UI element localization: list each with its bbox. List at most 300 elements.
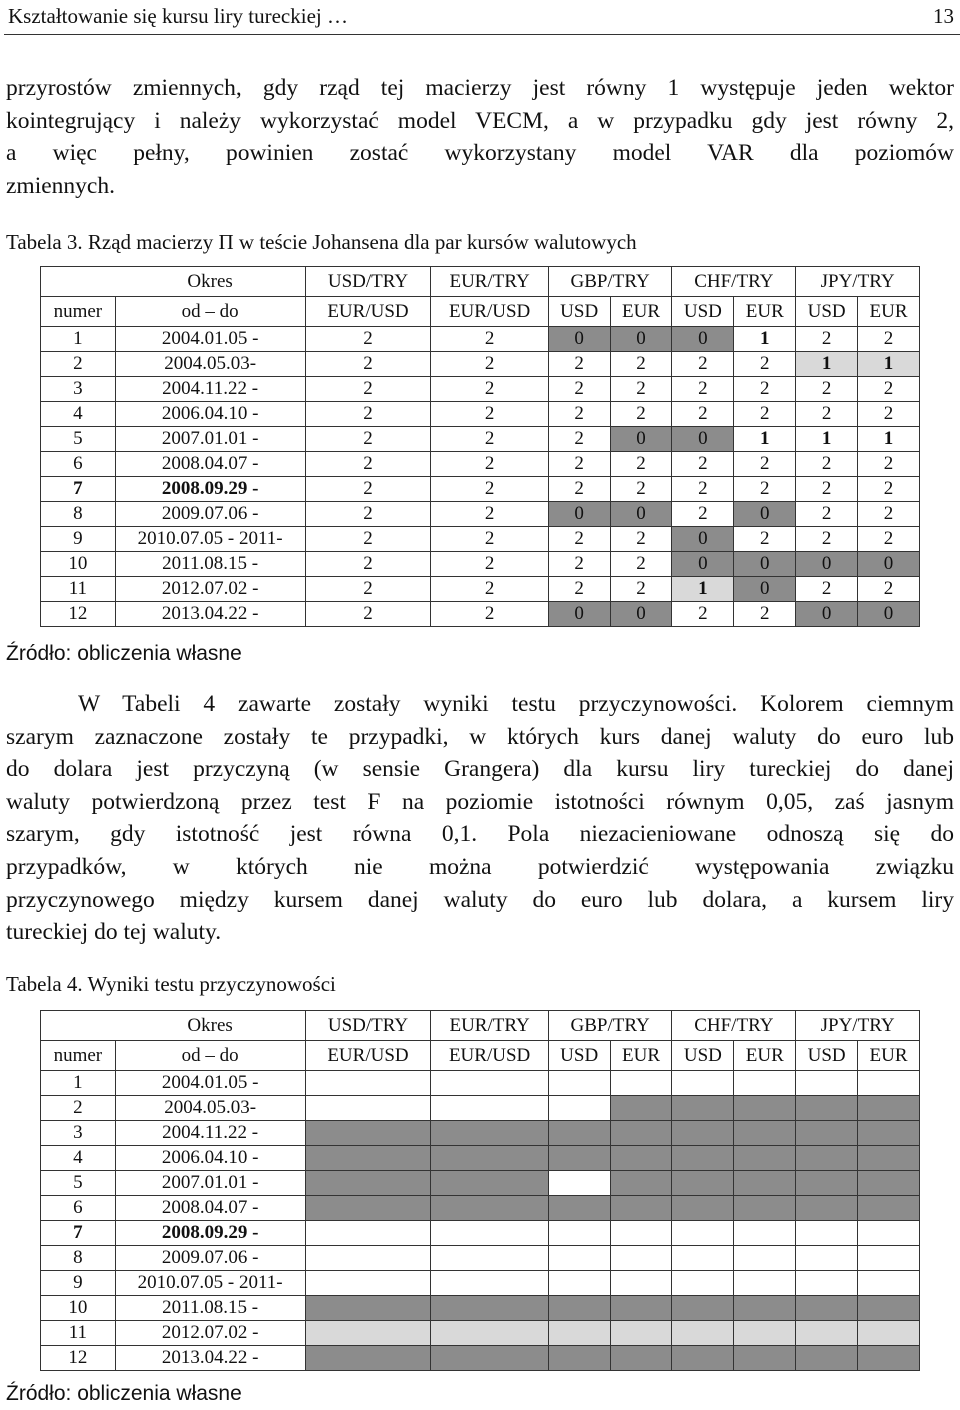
column-subheader: USD [672, 1041, 734, 1071]
column-subheader: EUR/USD [305, 297, 431, 327]
value-cell: 2 [548, 377, 610, 402]
table-row [41, 1271, 920, 1296]
result-cell [548, 1171, 610, 1196]
result-cell [734, 1346, 796, 1371]
value-cell: 0 [734, 577, 796, 602]
result-cell [431, 1096, 548, 1121]
value-cell: 2 [672, 352, 734, 377]
value-cell: 2 [431, 477, 548, 502]
column-header: EUR/TRY [431, 267, 548, 297]
row-period: 2007.01.01 - [115, 1171, 305, 1196]
table-row [41, 1096, 920, 1121]
value-cell: 2 [734, 377, 796, 402]
column-header: CHF/TRY [672, 267, 796, 297]
value-cell: 2 [548, 427, 610, 452]
result-cell [431, 1321, 548, 1346]
value-cell: 0 [796, 602, 858, 627]
result-cell [734, 1196, 796, 1221]
row-number: 5 [41, 427, 116, 452]
result-cell [610, 1321, 672, 1346]
row-period: 2004.11.22 - [115, 377, 305, 402]
result-cell [734, 1321, 796, 1346]
table-row [41, 1296, 920, 1321]
text-line: przyczynowego między kursem danej waluty do euro lub dolara, a kursem liry [6, 886, 954, 913]
result-cell [610, 1146, 672, 1171]
value-cell: 2 [858, 502, 920, 527]
row-number: 3 [41, 377, 116, 402]
text-line: przypadków, w których nie można potwierdzić występowania związku [6, 853, 954, 880]
result-cell [431, 1221, 548, 1246]
result-cell [796, 1121, 858, 1146]
text-line: do dolara jest przyczyną (w sensie Grangera) dla kursu liry tureckiej do danej [6, 756, 954, 783]
result-cell [431, 1346, 548, 1371]
result-cell [431, 1071, 548, 1096]
value-cell: 2 [548, 402, 610, 427]
result-cell [734, 1296, 796, 1321]
column-header [41, 1011, 116, 1041]
table-row [41, 1121, 920, 1146]
table-row [41, 577, 920, 602]
table-row [41, 452, 920, 477]
value-cell: 0 [610, 327, 672, 352]
table-4 [40, 1010, 920, 1371]
value-cell: 2 [305, 527, 431, 552]
column-subheader: od – do [115, 297, 305, 327]
result-cell [431, 1271, 548, 1296]
value-cell: 0 [672, 327, 734, 352]
row-number: 6 [41, 1196, 116, 1221]
column-subheader: od – do [115, 1041, 305, 1071]
value-cell: 2 [672, 452, 734, 477]
row-number: 9 [41, 527, 116, 552]
row-period: 2008.09.29 - [115, 477, 305, 502]
value-cell: 2 [672, 477, 734, 502]
result-cell [431, 1246, 548, 1271]
result-cell [672, 1271, 734, 1296]
column-subheader: USD [672, 297, 734, 327]
table-row [41, 1346, 920, 1371]
value-cell: 2 [431, 452, 548, 477]
table-row [41, 1321, 920, 1346]
table-row [41, 477, 920, 502]
table3-caption: Tabela 3. Rząd macierzy Π w teście Johansena dla par kursów walutowych [6, 230, 637, 254]
row-period: 2004.11.22 - [115, 1121, 305, 1146]
column-subheader: numer [41, 297, 116, 327]
result-cell [858, 1096, 920, 1121]
result-cell [305, 1146, 431, 1171]
result-cell [548, 1096, 610, 1121]
row-period: 2004.05.03- [115, 1096, 305, 1121]
result-cell [610, 1271, 672, 1296]
value-cell: 2 [305, 377, 431, 402]
row-number: 5 [41, 1171, 116, 1196]
value-cell: 2 [858, 327, 920, 352]
value-cell: 0 [734, 502, 796, 527]
running-title: Kształtowanie się kursu liry tureckiej … [8, 4, 348, 28]
body-paragraph [6, 688, 954, 949]
row-number: 2 [41, 1096, 116, 1121]
result-cell [672, 1321, 734, 1346]
column-header: GBP/TRY [548, 267, 672, 297]
result-cell [734, 1071, 796, 1096]
value-cell: 2 [858, 377, 920, 402]
value-cell: 2 [858, 477, 920, 502]
result-cell [431, 1196, 548, 1221]
value-cell: 2 [431, 377, 548, 402]
table-row [41, 502, 920, 527]
table-row [41, 1246, 920, 1271]
result-cell [858, 1121, 920, 1146]
value-cell: 2 [610, 577, 672, 602]
row-number: 3 [41, 1121, 116, 1146]
result-cell [858, 1146, 920, 1171]
result-cell [734, 1271, 796, 1296]
row-period: 2013.04.22 - [115, 602, 305, 627]
value-cell: 2 [305, 452, 431, 477]
column-header: CHF/TRY [672, 1011, 796, 1041]
result-cell [796, 1196, 858, 1221]
column-header: USD/TRY [305, 1011, 431, 1041]
row-period: 2012.07.02 - [115, 1321, 305, 1346]
value-cell: 0 [796, 552, 858, 577]
value-cell: 2 [672, 602, 734, 627]
result-cell [305, 1196, 431, 1221]
row-period: 2008.09.29 - [115, 1221, 305, 1246]
result-cell [548, 1246, 610, 1271]
result-cell [548, 1121, 610, 1146]
column-subheader: EUR [610, 1041, 672, 1071]
table-row [41, 527, 920, 552]
column-subheader: EUR/USD [305, 1041, 431, 1071]
subheader-row [41, 1041, 920, 1071]
value-cell: 2 [431, 427, 548, 452]
result-cell [858, 1171, 920, 1196]
table-row [41, 1221, 920, 1246]
row-number: 11 [41, 1321, 116, 1346]
value-cell: 2 [431, 577, 548, 602]
row-number: 1 [41, 327, 116, 352]
result-cell [734, 1121, 796, 1146]
row-period: 2004.01.05 - [115, 327, 305, 352]
value-cell: 2 [734, 452, 796, 477]
value-cell: 2 [548, 352, 610, 377]
row-number: 9 [41, 1271, 116, 1296]
result-cell [672, 1296, 734, 1321]
text-line: przyrostów zmiennych, gdy rząd tej macierzy jest równy 1 występuje jeden wektor [6, 75, 954, 101]
intro-paragraph [6, 72, 954, 202]
result-cell [305, 1246, 431, 1271]
row-number: 4 [41, 402, 116, 427]
value-cell: 2 [610, 527, 672, 552]
row-period: 2004.01.05 - [115, 1071, 305, 1096]
value-cell: 2 [734, 602, 796, 627]
row-period: 2006.04.10 - [115, 1146, 305, 1171]
value-cell: 2 [796, 477, 858, 502]
result-cell [305, 1296, 431, 1321]
value-cell: 2 [548, 552, 610, 577]
row-number: 8 [41, 1246, 116, 1271]
column-subheader: USD [796, 297, 858, 327]
table4-source: Źródło: obliczenia własne [6, 1382, 242, 1405]
header-row [41, 1011, 920, 1041]
page-number: 13 [933, 4, 954, 28]
subheader-row [41, 297, 920, 327]
row-number: 1 [41, 1071, 116, 1096]
result-cell [796, 1071, 858, 1096]
result-cell [796, 1296, 858, 1321]
result-cell [858, 1221, 920, 1246]
value-cell: 2 [858, 402, 920, 427]
value-cell: 0 [610, 502, 672, 527]
result-cell [672, 1346, 734, 1371]
result-cell [305, 1221, 431, 1246]
result-cell [548, 1321, 610, 1346]
row-period: 2007.01.01 - [115, 427, 305, 452]
result-cell [672, 1196, 734, 1221]
column-subheader: numer [41, 1041, 116, 1071]
table-row [41, 327, 920, 352]
row-period: 2013.04.22 - [115, 1346, 305, 1371]
result-cell [858, 1246, 920, 1271]
value-cell: 2 [305, 502, 431, 527]
column-header: JPY/TRY [796, 1011, 920, 1041]
result-cell [734, 1246, 796, 1271]
value-cell: 2 [858, 577, 920, 602]
table3-source: Źródło: obliczenia własne [6, 642, 242, 665]
value-cell: 2 [305, 327, 431, 352]
row-number: 4 [41, 1146, 116, 1171]
value-cell: 2 [431, 327, 548, 352]
text-line: szarym zaznaczone zostały te przypadki, w których kurs danej waluty do euro lub [6, 723, 954, 750]
result-cell [858, 1196, 920, 1221]
result-cell [305, 1171, 431, 1196]
value-cell: 2 [610, 477, 672, 502]
value-cell: 2 [858, 527, 920, 552]
value-cell: 1 [796, 352, 858, 377]
table4-caption: Tabela 4. Wyniki testu przyczynowości [6, 972, 336, 996]
result-cell [610, 1171, 672, 1196]
result-cell [858, 1296, 920, 1321]
result-cell [858, 1321, 920, 1346]
value-cell: 0 [858, 552, 920, 577]
result-cell [610, 1296, 672, 1321]
value-cell: 2 [305, 602, 431, 627]
value-cell: 0 [734, 552, 796, 577]
value-cell: 0 [858, 602, 920, 627]
value-cell: 2 [548, 477, 610, 502]
row-number: 6 [41, 452, 116, 477]
result-cell [734, 1221, 796, 1246]
value-cell: 2 [431, 552, 548, 577]
row-number: 11 [41, 577, 116, 602]
result-cell [796, 1271, 858, 1296]
value-cell: 1 [672, 577, 734, 602]
value-cell: 2 [796, 452, 858, 477]
text-line: tureckiej do tej waluty. [6, 919, 222, 946]
column-subheader: USD [796, 1041, 858, 1071]
value-cell: 2 [305, 577, 431, 602]
value-cell: 2 [734, 352, 796, 377]
result-cell [672, 1146, 734, 1171]
value-cell: 2 [548, 527, 610, 552]
table-row [41, 427, 920, 452]
row-period: 2012.07.02 - [115, 577, 305, 602]
value-cell: 2 [431, 527, 548, 552]
value-cell: 1 [858, 427, 920, 452]
result-cell [431, 1121, 548, 1146]
column-subheader: EUR [858, 297, 920, 327]
result-cell [548, 1346, 610, 1371]
result-cell [610, 1121, 672, 1146]
column-header: EUR/TRY [431, 1011, 548, 1041]
value-cell: 2 [305, 427, 431, 452]
result-cell [796, 1146, 858, 1171]
table-row [41, 377, 920, 402]
result-cell [672, 1246, 734, 1271]
result-cell [305, 1121, 431, 1146]
column-subheader: USD [548, 297, 610, 327]
result-cell [796, 1096, 858, 1121]
result-cell [431, 1146, 548, 1171]
value-cell: 2 [734, 477, 796, 502]
value-cell: 2 [305, 352, 431, 377]
row-number: 12 [41, 1346, 116, 1371]
result-cell [431, 1296, 548, 1321]
row-period: 2008.04.07 - [115, 452, 305, 477]
result-cell [858, 1271, 920, 1296]
result-cell [610, 1196, 672, 1221]
text-line: kointegrujący i należy wykorzystać model VECM, a w przypadku gdy jest równy 2, [6, 107, 954, 134]
value-cell: 2 [431, 402, 548, 427]
table-row [41, 552, 920, 577]
result-cell [305, 1096, 431, 1121]
value-cell: 1 [796, 427, 858, 452]
result-cell [672, 1171, 734, 1196]
result-cell [548, 1071, 610, 1096]
result-cell [734, 1096, 796, 1121]
value-cell: 0 [672, 527, 734, 552]
row-period: 2011.08.15 - [115, 552, 305, 577]
text-line: a więc pełny, powinien zostać wykorzystany model VAR dla poziomów [6, 140, 954, 167]
result-cell [305, 1271, 431, 1296]
value-cell: 2 [610, 552, 672, 577]
value-cell: 2 [610, 452, 672, 477]
result-cell [672, 1071, 734, 1096]
value-cell: 1 [858, 352, 920, 377]
column-header: Okres [115, 1011, 305, 1041]
column-subheader: EUR/USD [431, 297, 548, 327]
result-cell [548, 1271, 610, 1296]
result-cell [548, 1196, 610, 1221]
result-cell [305, 1071, 431, 1096]
column-subheader: USD [548, 1041, 610, 1071]
page-header [4, 0, 960, 35]
result-cell [610, 1221, 672, 1246]
result-cell [610, 1246, 672, 1271]
result-cell [796, 1221, 858, 1246]
value-cell: 2 [548, 577, 610, 602]
result-cell [610, 1096, 672, 1121]
column-header: USD/TRY [305, 267, 431, 297]
row-period: 2009.07.06 - [115, 502, 305, 527]
value-cell: 2 [305, 552, 431, 577]
column-subheader: EUR [734, 297, 796, 327]
value-cell: 2 [796, 502, 858, 527]
result-cell [548, 1146, 610, 1171]
table-row [41, 1071, 920, 1096]
value-cell: 2 [672, 377, 734, 402]
value-cell: 2 [431, 602, 548, 627]
value-cell: 2 [734, 527, 796, 552]
row-period: 2004.05.03- [115, 352, 305, 377]
table-row [41, 1171, 920, 1196]
result-cell [672, 1096, 734, 1121]
row-period: 2009.07.06 - [115, 1246, 305, 1271]
value-cell: 0 [548, 502, 610, 527]
row-number: 2 [41, 352, 116, 377]
column-header: GBP/TRY [548, 1011, 672, 1041]
header-row [41, 267, 920, 297]
result-cell [796, 1246, 858, 1271]
row-number: 8 [41, 502, 116, 527]
value-cell: 1 [734, 327, 796, 352]
table-row [41, 402, 920, 427]
result-cell [734, 1146, 796, 1171]
row-number: 10 [41, 1296, 116, 1321]
text-line: szarym, gdy istotność jest równa 0,1. Pola niezacieniowane odnoszą się do [6, 821, 954, 848]
result-cell [548, 1221, 610, 1246]
result-cell [431, 1171, 548, 1196]
result-cell [610, 1346, 672, 1371]
result-cell [858, 1071, 920, 1096]
value-cell: 0 [610, 427, 672, 452]
result-cell [796, 1346, 858, 1371]
text-line: zmiennych. [6, 172, 115, 199]
value-cell: 2 [672, 402, 734, 427]
row-number: 10 [41, 552, 116, 577]
text-line: waluty potwierdzoną przez test F na poziomie istotności równym 0,05, zaś jasnym [6, 788, 954, 815]
value-cell: 2 [672, 502, 734, 527]
result-cell [672, 1121, 734, 1146]
table-3 [40, 266, 920, 627]
value-cell: 2 [610, 402, 672, 427]
result-cell [796, 1171, 858, 1196]
column-header [41, 267, 116, 297]
value-cell: 2 [548, 452, 610, 477]
column-subheader: EUR/USD [431, 1041, 548, 1071]
value-cell: 2 [796, 327, 858, 352]
column-header: JPY/TRY [796, 267, 920, 297]
table-row [41, 1196, 920, 1221]
result-cell [305, 1321, 431, 1346]
table-row [41, 602, 920, 627]
value-cell: 2 [734, 402, 796, 427]
row-number: 12 [41, 602, 116, 627]
row-period: 2006.04.10 - [115, 402, 305, 427]
value-cell: 2 [610, 377, 672, 402]
value-cell: 0 [672, 552, 734, 577]
value-cell: 2 [796, 402, 858, 427]
value-cell: 2 [431, 352, 548, 377]
column-subheader: EUR [734, 1041, 796, 1071]
value-cell: 0 [672, 427, 734, 452]
column-subheader: EUR [858, 1041, 920, 1071]
value-cell: 2 [431, 502, 548, 527]
value-cell: 2 [305, 477, 431, 502]
result-cell [305, 1346, 431, 1371]
value-cell: 1 [734, 427, 796, 452]
value-cell: 0 [610, 602, 672, 627]
